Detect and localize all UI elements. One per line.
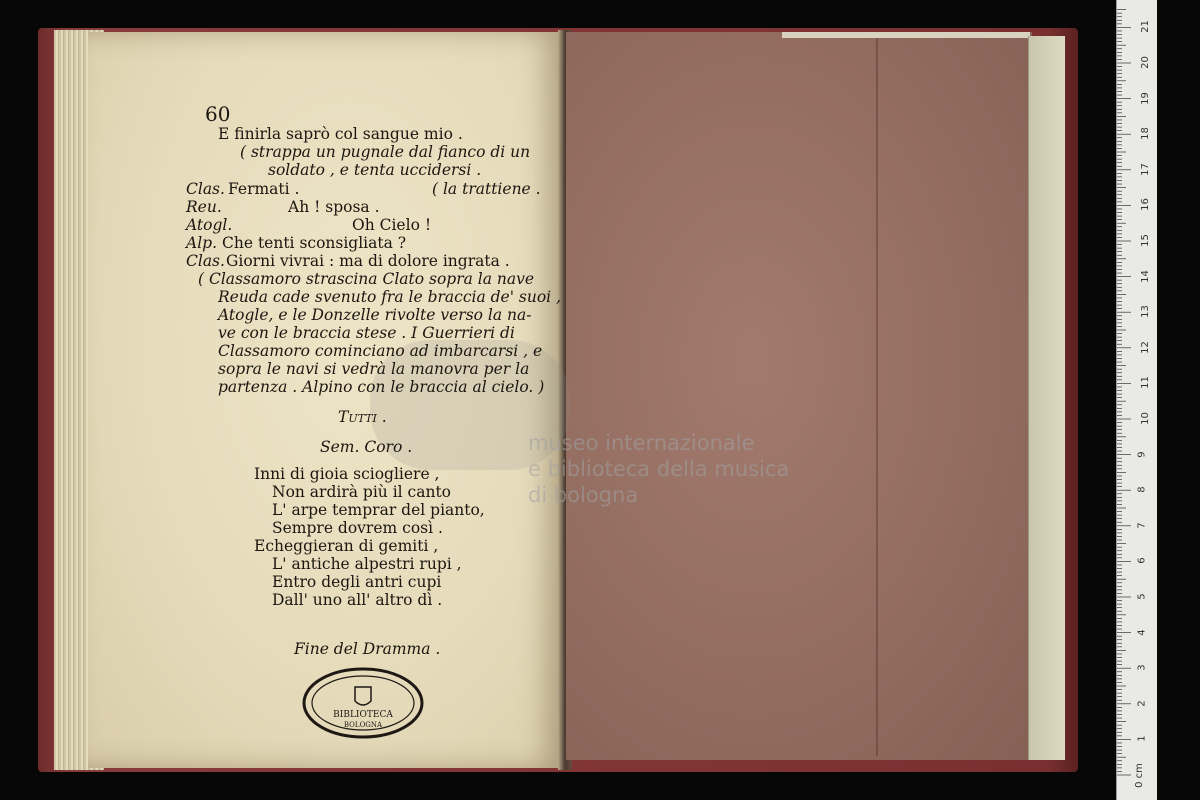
endpaper-strip xyxy=(782,32,1030,38)
cm-ruler xyxy=(1116,0,1157,800)
ruler-mark-6: 6 xyxy=(1136,557,1148,565)
sem-coro-heading: Sem. Coro . xyxy=(320,438,413,456)
line-6: Oh Cielo ! xyxy=(352,216,432,234)
ruler-mark-12: 12 xyxy=(1139,340,1151,354)
stage-direction-2: Reuda cade svenuto fra le braccia de' suoi , xyxy=(218,288,561,306)
right-flyleaf xyxy=(1028,36,1065,760)
watermark-line-1: museo internazionale xyxy=(528,431,755,455)
ruler-mark-7: 7 xyxy=(1136,522,1148,529)
ruler-mark-13: 13 xyxy=(1139,305,1151,319)
speaker-atogl: Atogl. xyxy=(186,216,233,234)
ruler-mark-17: 17 xyxy=(1139,162,1151,176)
speaker-alp: Alp. xyxy=(186,234,217,252)
ruler-mark-20: 20 xyxy=(1139,56,1151,69)
verse-4: Sempre dovrem così . xyxy=(272,519,443,537)
ruler-mark-3: 3 xyxy=(1136,664,1148,671)
library-stamp xyxy=(300,665,426,745)
ruler-mark-18: 18 xyxy=(1139,127,1151,141)
endpaper-fold xyxy=(876,34,878,756)
line-5: Ah ! sposa . xyxy=(288,198,380,216)
verse-7: Entro degli antri cupi xyxy=(272,573,442,591)
verse-6: L' antiche alpestri rupi , xyxy=(272,555,462,573)
ruler-mark-1: 1 xyxy=(1136,735,1148,743)
line-4: Fermati . xyxy=(228,180,300,198)
ruler-mark-4: 4 xyxy=(1136,628,1148,636)
speaker-clas-1: Clas. xyxy=(186,180,225,198)
ruler-mark-8: 8 xyxy=(1136,486,1148,493)
verse-8: Dall' uno all' altro dì . xyxy=(272,591,443,609)
direction-trattiene: ( la trattiene . xyxy=(432,180,541,198)
ruler-mark-19: 19 xyxy=(1139,91,1151,105)
ruler-mark-9: 9 xyxy=(1136,450,1148,458)
ruler-mark-14: 14 xyxy=(1139,269,1151,283)
stage-direction-5: Classamoro cominciano ad imbarcarsi , e xyxy=(218,342,543,360)
svg-text:BOLOGNA: BOLOGNA xyxy=(343,721,383,729)
speaker-reu: Reu. xyxy=(186,198,222,216)
line-7: Che tenti sconsigliata ? xyxy=(222,234,407,252)
line-3: soldato , e tenta uccidersi . xyxy=(268,161,482,179)
line-8: Giorni vivrai : ma di dolore ingrata . xyxy=(226,252,510,270)
stage-direction-7: partenza . Alpino con le braccia al cielo. ) xyxy=(218,378,545,396)
verse-5: Echeggieran di gemiti , xyxy=(254,537,439,555)
page-number: 60 xyxy=(205,102,231,126)
stage-direction-4: ve con le braccia stese . I Guerrieri di xyxy=(218,324,515,342)
ruler-mark-16: 16 xyxy=(1139,198,1151,212)
watermark-line-2: e biblioteca della musica xyxy=(528,457,790,481)
stage-direction-6: sopra le navi si vedrà la manovra per la xyxy=(218,360,530,378)
ruler-mark-10: 10 xyxy=(1139,412,1151,425)
ruler-unit-label: 0 cm xyxy=(1133,763,1145,788)
ruler-mark-2: 2 xyxy=(1136,700,1148,707)
stage-direction-3: Atogle, e le Donzelle rivolte verso la na- xyxy=(218,306,532,324)
ruler-mark-21: 21 xyxy=(1139,20,1151,34)
verse-3: L' arpe temprar del pianto, xyxy=(272,501,485,519)
line-1: E finirla saprò col sangue mio . xyxy=(218,125,463,143)
right-endpaper xyxy=(566,32,1032,760)
verse-1: Inni di gioia sciogliere , xyxy=(254,465,440,483)
watermark-line-3: di bologna xyxy=(528,483,639,507)
verse-2: Non ardirà più il canto xyxy=(272,483,452,501)
watermark xyxy=(528,430,789,508)
ruler-mark-15: 15 xyxy=(1139,234,1151,247)
ruler-mark-11: 11 xyxy=(1139,376,1151,390)
stage-direction-1: ( Classamoro strascina Clato sopra la nave xyxy=(198,270,535,288)
fine-del-dramma: Fine del Dramma . xyxy=(294,640,441,658)
ruler-mark-5: 5 xyxy=(1136,593,1148,600)
tutti-heading: Tutti . xyxy=(338,408,387,426)
speaker-clas-2: Clas. xyxy=(186,252,225,270)
svg-text:BIBLIOTECA: BIBLIOTECA xyxy=(333,710,393,720)
line-2: ( strappa un pugnale dal fianco di un xyxy=(240,143,531,161)
